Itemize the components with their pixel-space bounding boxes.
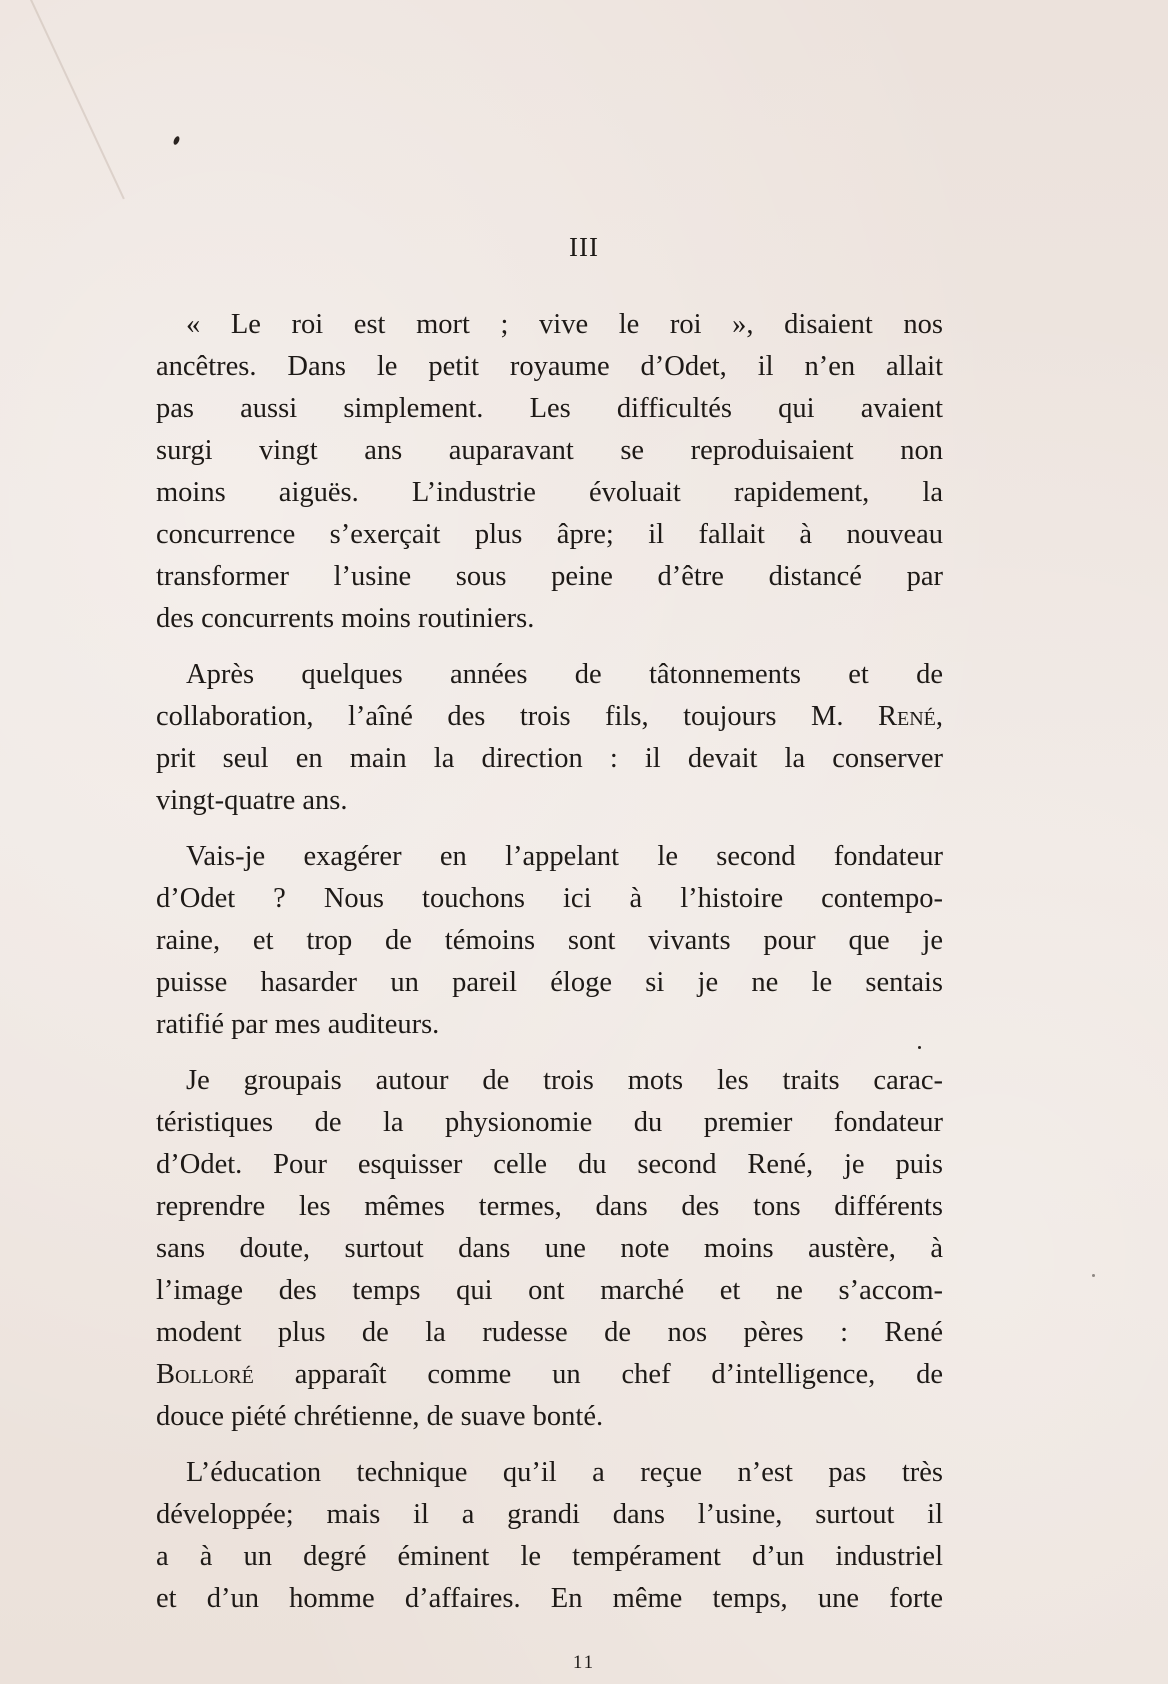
- ink-speck: [1092, 1274, 1095, 1277]
- text-line: L’éducation technique qu’il a reçue n’est pas très: [186, 1457, 943, 1488]
- page-number: 11: [572, 1652, 596, 1673]
- text-line: pas aussi simplement. Les difficultés qui avaient: [156, 393, 943, 424]
- text-line: prit seul en main la direction : il devait la conserver: [156, 743, 943, 774]
- paper-crease: [30, 0, 125, 199]
- text-line: des concurrents moins routiniers.: [156, 603, 535, 634]
- text-line: a à un degré éminent le tempérament d’un industriel: [156, 1541, 943, 1572]
- text-line: raine, et trop de témoins sont vivants pour que je: [156, 925, 943, 956]
- text-line: [156, 1354, 943, 1396]
- text-line: téristiques de la physionomie du premier fondateur: [156, 1107, 943, 1138]
- text-fragment: collaboration, l’aîné des trois fils, toujours M.: [156, 701, 844, 732]
- text-line: « Le roi est mort ; vive le roi », disaient nos: [186, 309, 943, 340]
- text-line: concurrence s’exerçait plus âpre; il fallait à nouveau: [156, 519, 943, 550]
- text-line: Après quelques années de tâtonnements et de: [186, 659, 943, 690]
- text-line: et d’un homme d’affaires. En même temps, une forte: [156, 1583, 943, 1614]
- text-line: modent plus de la rudesse de nos pères : René: [156, 1317, 943, 1348]
- text-line: vingt-quatre ans.: [156, 785, 348, 816]
- text-line: d’Odet ? Nous touchons ici à l’histoire contempo-: [156, 883, 943, 914]
- name-small-caps: René,: [878, 701, 944, 732]
- text-line: douce piété chrétienne, de suave bonté.: [156, 1401, 604, 1432]
- text-line: surgi vingt ans auparavant se reproduisaient non: [156, 435, 943, 466]
- text-line: Je groupais autour de trois mots les traits carac-: [186, 1065, 943, 1096]
- name-small-caps: Bolloré: [156, 1359, 254, 1390]
- text-line: transformer l’usine sous peine d’être distancé par: [156, 561, 943, 592]
- text-line: développée; mais il a grandi dans l’usine, surtout il: [156, 1499, 943, 1530]
- text-line: ancêtres. Dans le petit royaume d’Odet, il n’en allait: [156, 351, 943, 382]
- paragraph-2: [156, 654, 943, 822]
- paragraph-5: [156, 1452, 943, 1620]
- paragraph-1: [156, 304, 943, 640]
- text-line: d’Odet. Pour esquisser celle du second René, je puis: [156, 1149, 943, 1180]
- text-fragment: apparaît comme un chef d’intelligence, de: [294, 1359, 943, 1390]
- text-line: l’image des temps qui ont marché et ne s’accom-: [156, 1275, 943, 1306]
- text-line: ratifié par mes auditeurs.: [156, 1009, 440, 1040]
- text-line: Vais-je exagérer en l’appelant le second fondateur: [186, 841, 943, 872]
- text-line: puisse hasarder un pareil éloge si je ne le sentais: [156, 967, 943, 998]
- body-text: [156, 304, 943, 1634]
- paragraph-4: [156, 1060, 943, 1438]
- chapter-heading: III: [569, 232, 599, 262]
- text-line: sans doute, surtout dans une note moins austère, à: [156, 1233, 943, 1264]
- text-line: reprendre les mêmes termes, dans des tons différents: [156, 1191, 943, 1222]
- ink-speck: [172, 135, 180, 145]
- text-line: [156, 696, 943, 738]
- paragraph-3: [156, 836, 943, 1046]
- text-line: moins aiguës. L’industrie évoluait rapidement, la: [156, 477, 943, 508]
